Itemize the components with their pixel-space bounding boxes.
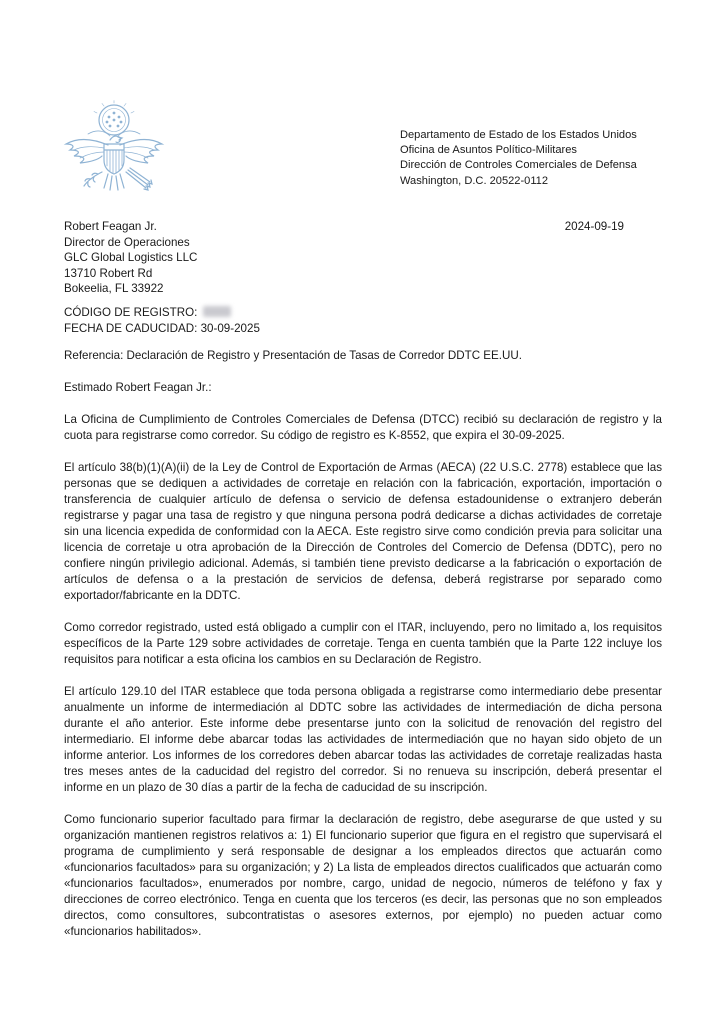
recipient-line: Robert Feagan Jr. — [64, 220, 157, 233]
registration-code-row — [64, 305, 260, 321]
registration-code-redacted — [203, 306, 231, 317]
body-paragraph: La Oficina de Cumplimiento de Controles Comerciales de Defensa (DTCC) recibió su declaración de registro y la cuota para registrarse como corredor. Su código de registro es K-8552, que expira el 30-09-2025. — [64, 413, 662, 442]
sender-line: Washington, D.C. 20522-0112 — [400, 174, 549, 187]
registration-expiry-value: 30-09-2025 — [200, 321, 260, 335]
recipient-line: Bokeelia, FL 33922 — [64, 282, 164, 295]
great-seal-icon — [58, 100, 170, 204]
reference-line: Referencia: Declaración de Registro y Presentación de Tasas de Corredor DDTC EE.UU. — [64, 349, 522, 362]
sender-line: Dirección de Controles Comerciales de Defensa — [400, 159, 637, 172]
body-paragraph: Como funcionario superior facultado para firmar la declaración de registro, debe asegurarse de que usted y su organización mantienen registros relativos a: 1) El funcionario superior que figura en el registro que supervisará el programa de cumplimiento y será responsable de designar a los empleados directos que actuarán como «funcionarios facultados» para su organización; y 2) La lista de empleados directos cualificados que actuarán como «funcionarios facultados», enumerados por nombre, cargo, unidad de negocio, números de teléfono y fax y direcciones de correo electrónico. Tenga en cuenta que los terceros (es decir, las personas que no son empleados directos, como consultores, subcontratistas o asesores externos, por ejemplo) no pueden actuar como «funcionarios habilitados». — [64, 813, 662, 938]
recipient-line: GLC Global Logistics LLC — [64, 251, 198, 264]
body-paragraph: El artículo 38(b)(1)(A)(ii) de la Ley de Control de Exportación de Armas (AECA) (22 U.S.C. 2778) establece que las personas que se dediquen a actividades de corretaje en relación con la fabricación, exportación, importación o transferencia de cualquier artículo de defensa o servicio de defensa estadounidense o extranjero deberán registrarse y pagar una tasa de registro y que ninguna persona podrá dedicarse a dichas actividades de corretaje sin una licencia expedida de conformidad con la AECA. Este registro sirve como condición previa para solicitar una licencia de corretaje u otra aprobación de la Dirección de Controles del Comercio de Defensa (DDTC), pero no confiere ningún privilegio adicional. Además, si también tiene previsto dedicarse a la fabricación o exportación de artículos de defensa o a la prestación de servicios de defensa, deberá registrarse por separado como exportador/fabricante en la DDTC. — [64, 461, 662, 602]
salutation: Estimado Robert Feagan Jr.: — [64, 381, 212, 394]
recipient-address — [64, 219, 197, 297]
body-paragraph: Como corredor registrado, usted está obligado a cumplir con el ITAR, incluyendo, pero no limitado a, los requisitos específicos de la Parte 129 sobre actividades de corretaje. Tenga en cuenta también que la Parte 122 incluye los requisitos para notificar a esta oficina los cambios en su Declaración de Registro. — [64, 621, 662, 666]
letter-date: 2024-09-19 — [564, 220, 624, 233]
recipient-line: 13710 Robert Rd — [64, 266, 153, 280]
sender-line: Departamento de Estado de los Estados Unidos — [400, 129, 637, 141]
registration-expiry-label: FECHA DE CADUCIDAD: — [64, 321, 198, 335]
sender-line: Oficina de Asuntos Político-Militares — [400, 144, 577, 157]
registration-code-label: CÓDIGO DE REGISTRO: — [64, 306, 198, 319]
registration-block — [64, 305, 260, 336]
sender-address — [400, 128, 637, 189]
registration-expiry-row — [64, 321, 260, 337]
letter-body — [64, 348, 662, 956]
body-paragraph: El artículo 129.10 del ITAR establece que toda persona obligada a registrarse como intermediario debe presentar anualmente un informe de intermediación al DDTC sobre las actividades de intermediación de dicha persona durante el año anterior. Este informe debe presentarse junto con la solicitud de renovación del registro del intermediario. El informe debe abarcar todas las actividades de intermediación que no hayan sido objeto de un informe anterior. Los informes de los corredores deben abarcar todas las actividades de corretaje realizadas hasta tres meses antes de la caducidad del registro del corredor. Si no renueva su inscripción, deberá presentar el informe en un plazo de 30 días a partir de la fecha de caducidad de su inscripción. — [64, 685, 662, 794]
recipient-line: Director de Operaciones — [64, 235, 190, 249]
